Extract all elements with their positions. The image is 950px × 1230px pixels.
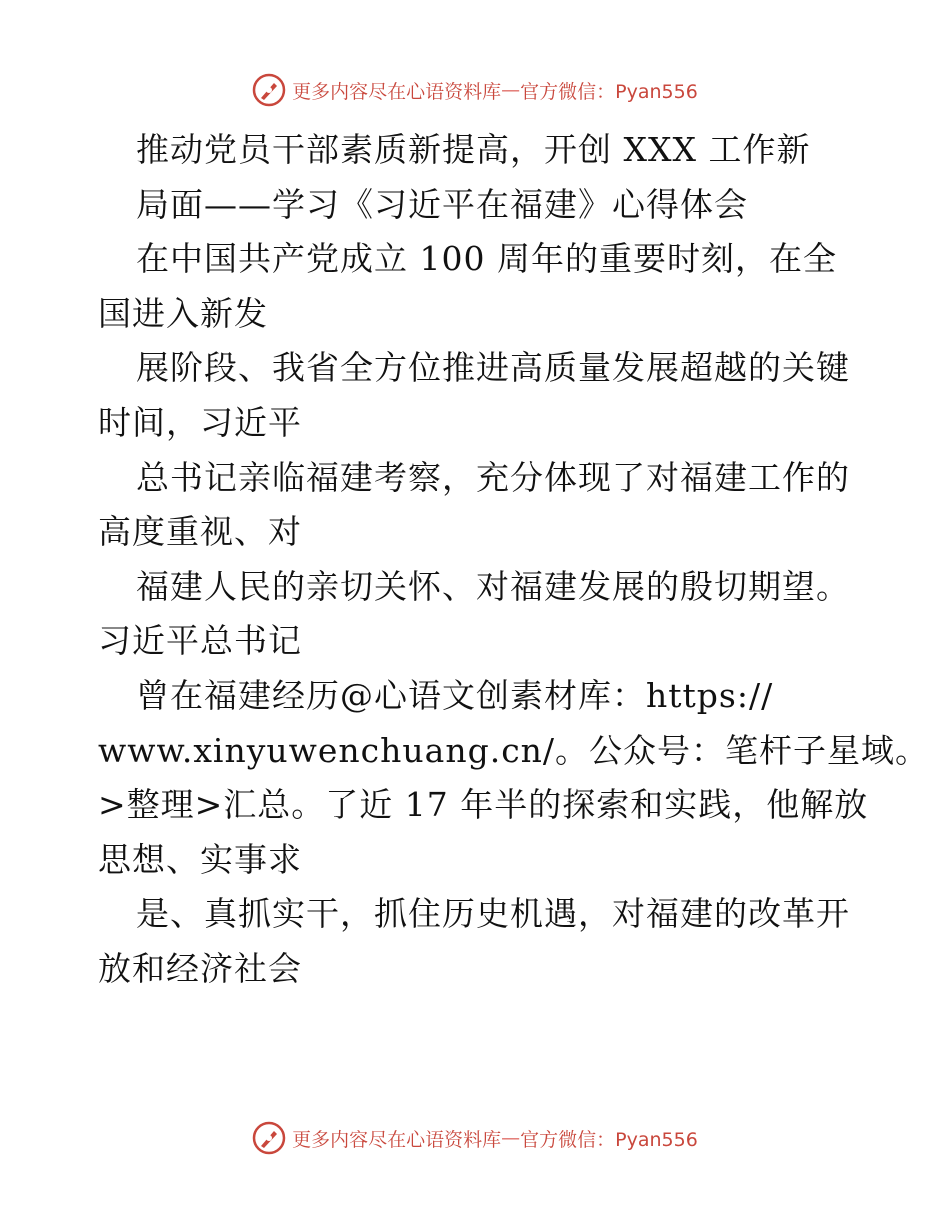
title-line-1: 推动党员干部素质新提高，开创 XXX 工作新	[136, 130, 811, 169]
banner-dash: —	[501, 1127, 521, 1149]
paragraph-line: 习近平总书记	[98, 621, 302, 661]
banner-tail-text: 官方微信：Pyan556	[520, 1128, 698, 1151]
pen-nib-logo-icon	[252, 73, 286, 107]
paragraph-line: 福建人民的亲切关怀、对福建发展的殷切期望。	[136, 566, 850, 606]
pen-nib-logo-icon	[252, 1121, 286, 1155]
paragraph-line: 在中国共产党成立 100 周年的重要时刻，在全	[136, 239, 837, 279]
header-banner	[0, 70, 950, 110]
banner-dash: —	[501, 79, 521, 101]
footer-banner	[0, 1118, 950, 1158]
banner-tail-text: 官方微信：Pyan556	[520, 80, 698, 103]
paragraph-line: 放和经济社会	[98, 948, 302, 988]
paragraph-line: >整理>汇总。了近 17 年半的探索和实践，他解放	[98, 785, 869, 825]
title-line-2: 局面——学习《习近平在福建》心得体会	[136, 184, 748, 224]
paragraph-line: 展阶段、我省全方位推进高质量发展超越的关键	[136, 348, 850, 388]
paragraph-line: 时间，习近平	[98, 402, 302, 442]
paragraph-line: 高度重视、对	[98, 512, 302, 552]
paragraph-line: 曾在福建经历@心语文创素材库：https://	[136, 675, 774, 715]
document-body	[98, 123, 930, 997]
paragraph-line: 总书记亲临福建考察，充分体现了对福建工作的	[136, 457, 850, 497]
paragraph-line: 是、真抓实干，抓住历史机遇，对福建的改革开	[136, 894, 850, 934]
paragraph-line: 国进入新发	[98, 293, 268, 333]
paragraph-line: www.xinyuwenchuang.cn/。公众号：笔杆子星域。	[98, 730, 930, 770]
banner-main-text: 更多内容尽在心语资料库	[292, 1128, 502, 1151]
paragraph-line: 思想、实事求	[98, 839, 302, 879]
banner-main-text: 更多内容尽在心语资料库	[292, 80, 502, 103]
